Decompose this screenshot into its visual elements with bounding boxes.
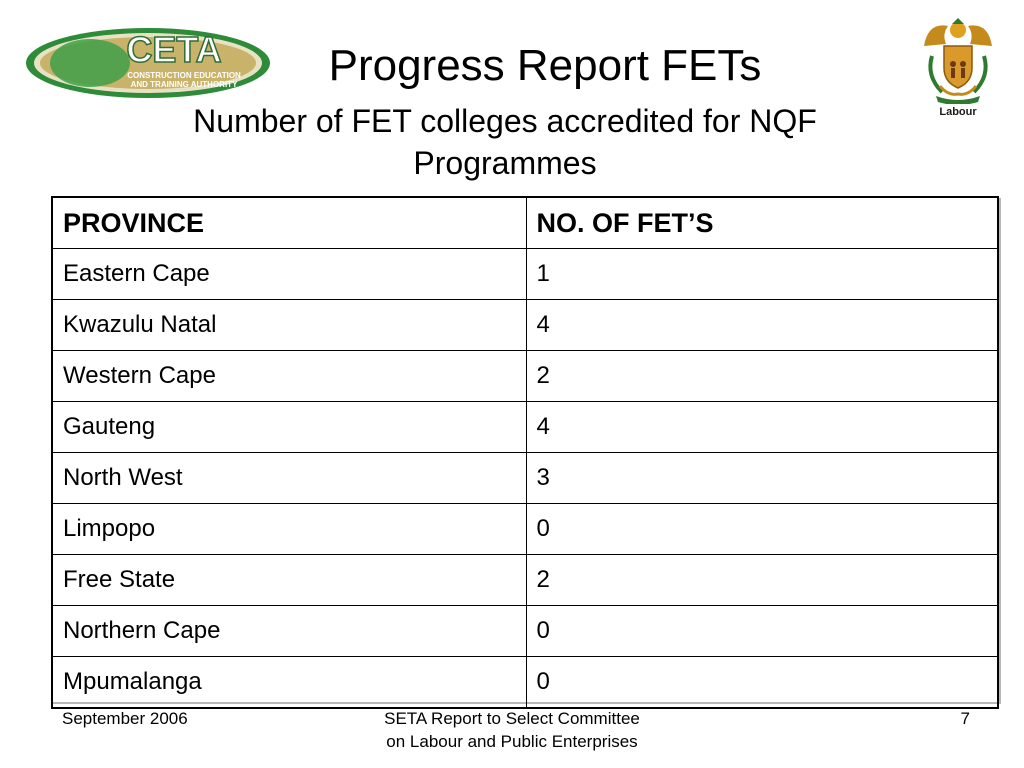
page-number: 7: [960, 709, 970, 728]
province-cell: Northern Cape: [52, 606, 526, 657]
footer-report-line-2: on Labour and Public Enterprises: [386, 732, 638, 751]
province-cell: Western Cape: [52, 351, 526, 402]
ceta-logo: [24, 26, 272, 100]
table-row: [52, 657, 998, 709]
arms-caption: Labour: [939, 106, 977, 118]
table-row: [52, 555, 998, 606]
count-cell: 4: [526, 402, 998, 453]
province-cell: Mpumalanga: [52, 657, 526, 709]
count-cell: 0: [526, 504, 998, 555]
fet-table-container: [51, 196, 999, 702]
fet-table: [51, 196, 999, 709]
table-header-row: [52, 197, 998, 249]
province-cell: Gauteng: [52, 402, 526, 453]
table-row: [52, 249, 998, 300]
ceta-wordmark: CETA: [126, 29, 222, 70]
province-cell: Limpopo: [52, 504, 526, 555]
footer-date: September 2006: [62, 709, 188, 728]
table-row: [52, 402, 998, 453]
count-cell: 0: [526, 606, 998, 657]
coat-of-arms-icon: [918, 16, 998, 104]
count-cell: 0: [526, 657, 998, 709]
province-cell: Kwazulu Natal: [52, 300, 526, 351]
column-header-count: NO. OF FET’S: [526, 197, 998, 249]
table-row: [52, 504, 998, 555]
footer-report-title: [312, 707, 712, 753]
table-row: [52, 606, 998, 657]
table-row: [52, 300, 998, 351]
count-cell: 4: [526, 300, 998, 351]
slide-title: Progress Report FETs: [328, 41, 762, 90]
ceta-tagline-2: AND TRAINING AUTHORITY: [130, 80, 238, 89]
footer-report-line-1: SETA Report to Select Committee: [384, 709, 640, 728]
count-cell: 2: [526, 351, 998, 402]
table-row: [52, 453, 998, 504]
count-cell: 1: [526, 249, 998, 300]
count-cell: 2: [526, 555, 998, 606]
province-cell: Eastern Cape: [52, 249, 526, 300]
coat-of-arms-logo: [918, 16, 998, 124]
count-cell: 3: [526, 453, 998, 504]
slide-subtitle: Number of FET colleges accredited for NQF Programmes: [193, 103, 817, 181]
table-row: [52, 351, 998, 402]
province-cell: North West: [52, 453, 526, 504]
province-cell: Free State: [52, 555, 526, 606]
ceta-tagline-1: CONSTRUCTION EDUCATION: [127, 71, 241, 80]
column-header-province: PROVINCE: [52, 197, 526, 249]
